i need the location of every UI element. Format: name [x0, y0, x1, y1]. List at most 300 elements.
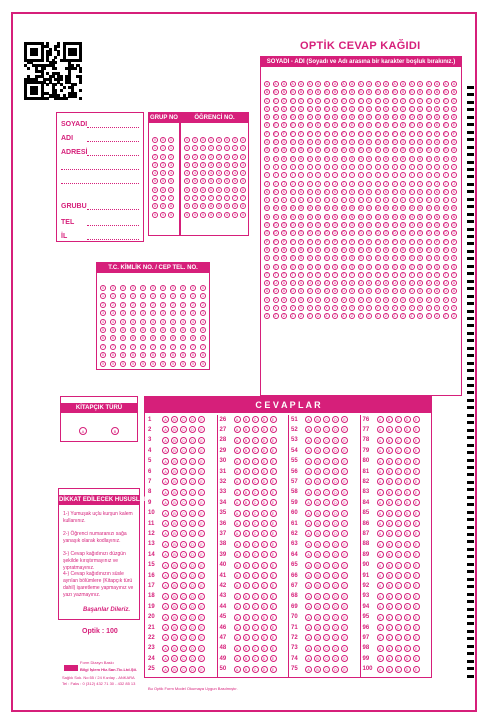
student-no-bubble[interactable]: 0: [200, 137, 206, 143]
name-letter-bubble[interactable]: H: [342, 156, 345, 161]
name-letter-bubble[interactable]: Ü: [265, 289, 269, 294]
answer-bubble[interactable]: B: [386, 562, 393, 569]
name-letter-bubble[interactable]: Ğ: [427, 148, 430, 153]
group-no-bubble[interactable]: 4: [152, 170, 158, 176]
group-no-bubble[interactable]: 1: [168, 145, 174, 151]
name-letter-bubble[interactable]: J: [290, 181, 296, 187]
answer-bubble[interactable]: A: [234, 458, 241, 465]
group-no-bubble[interactable]: 9: [152, 212, 158, 218]
answer-bubble[interactable]: E: [341, 624, 348, 631]
name-letter-bubble[interactable]: H: [435, 156, 439, 161]
name-letter-bubble[interactable]: J: [315, 181, 321, 187]
name-letter-bubble[interactable]: O: [299, 223, 303, 228]
name-letter-bubble[interactable]: Ğ: [333, 148, 337, 153]
name-letter-bubble[interactable]: I: [409, 164, 415, 170]
name-letter-bubble[interactable]: M: [350, 206, 354, 211]
name-letter-bubble[interactable]: N: [367, 214, 371, 219]
name-letter-bubble[interactable]: D: [342, 115, 345, 120]
name-letter-bubble[interactable]: N: [350, 214, 354, 219]
answer-bubble[interactable]: C: [252, 458, 259, 465]
answer-bubble[interactable]: A: [234, 478, 241, 485]
name-letter-bubble[interactable]: H: [384, 156, 388, 161]
name-letter-bubble[interactable]: P: [444, 239, 447, 244]
name-letter-bubble[interactable]: T: [350, 272, 354, 277]
student-no-bubble[interactable]: 9: [184, 212, 190, 218]
name-letter-bubble[interactable]: Ş: [410, 264, 413, 269]
name-letter-bubble[interactable]: N: [435, 214, 439, 219]
name-letter-bubble[interactable]: K: [410, 189, 413, 194]
name-letter-bubble[interactable]: U: [435, 281, 439, 286]
answer-bubble[interactable]: A: [305, 541, 312, 548]
name-letter-bubble[interactable]: P: [359, 239, 362, 244]
group-no-bubble[interactable]: 6: [152, 187, 158, 193]
name-letter-bubble[interactable]: Y: [325, 306, 328, 311]
answer-bubble[interactable]: C: [323, 645, 330, 652]
answer-bubble[interactable]: C: [252, 551, 259, 558]
name-letter-bubble[interactable]: M: [435, 206, 439, 211]
tc-no-bubble[interactable]: 1: [180, 293, 186, 299]
tc-no-bubble[interactable]: 5: [100, 327, 106, 333]
name-letter-bubble[interactable]: T: [444, 272, 447, 277]
tc-no-bubble[interactable]: 8: [140, 352, 146, 358]
name-letter-bubble[interactable]: T: [325, 272, 328, 277]
name-letter-bubble[interactable]: K: [308, 189, 311, 194]
answer-bubble[interactable]: A: [377, 447, 384, 454]
name-letter-bubble[interactable]: C: [401, 98, 405, 103]
answer-bubble[interactable]: E: [270, 489, 277, 496]
name-letter-bubble[interactable]: Ş: [367, 264, 371, 269]
answer-bubble[interactable]: B: [386, 416, 393, 423]
tc-no-bubble[interactable]: 8: [150, 352, 156, 358]
address-field-3[interactable]: [61, 183, 139, 184]
answer-bubble[interactable]: D: [332, 614, 339, 621]
name-letter-bubble[interactable]: İ: [409, 172, 415, 178]
tc-no-bubble[interactable]: 3: [120, 310, 126, 316]
name-letter-bubble[interactable]: Ö: [410, 231, 413, 236]
name-letter-bubble[interactable]: D: [401, 115, 405, 120]
name-letter-bubble[interactable]: İ: [434, 172, 440, 178]
answer-bubble[interactable]: D: [189, 593, 196, 600]
answer-bubble[interactable]: D: [404, 437, 411, 444]
tc-no-bubble[interactable]: 5: [190, 327, 196, 333]
tc-no-bubble[interactable]: 0: [120, 285, 126, 291]
name-letter-bubble[interactable]: J: [324, 181, 330, 187]
answer-bubble[interactable]: C: [180, 645, 187, 652]
name-letter-bubble[interactable]: P: [274, 239, 277, 244]
name-letter-bubble[interactable]: U: [342, 281, 345, 286]
name-letter-bubble[interactable]: Ş: [299, 264, 303, 269]
answer-bubble[interactable]: A: [377, 593, 384, 600]
group-no-bubble[interactable]: 5: [168, 178, 174, 184]
name-letter-bubble[interactable]: Ş: [452, 264, 456, 269]
name-letter-bubble[interactable]: E: [274, 123, 277, 128]
student-no-bubble[interactable]: 2: [216, 154, 222, 160]
answer-bubble[interactable]: D: [404, 655, 411, 662]
name-letter-bubble[interactable]: F: [410, 131, 413, 136]
name-letter-bubble[interactable]: R: [393, 247, 396, 252]
name-letter-bubble[interactable]: N: [410, 214, 413, 219]
name-letter-bubble[interactable]: Ğ: [418, 148, 422, 153]
name-letter-bubble[interactable]: M: [299, 206, 303, 211]
answer-bubble[interactable]: D: [261, 603, 268, 610]
student-no-bubble[interactable]: 5: [216, 178, 222, 184]
answer-bubble[interactable]: E: [198, 499, 205, 506]
answer-bubble[interactable]: B: [314, 458, 321, 465]
name-letter-bubble[interactable]: T: [435, 272, 439, 277]
name-letter-bubble[interactable]: E: [384, 123, 388, 128]
answer-bubble[interactable]: B: [243, 655, 250, 662]
answer-bubble[interactable]: B: [386, 458, 393, 465]
answer-bubble[interactable]: C: [323, 666, 330, 673]
name-letter-bubble[interactable]: Ş: [308, 264, 311, 269]
name-letter-bubble[interactable]: Ü: [316, 289, 320, 294]
tc-no-bubble[interactable]: 4: [160, 319, 166, 325]
name-letter-bubble[interactable]: Y: [282, 306, 286, 311]
name-letter-bubble[interactable]: R: [359, 247, 362, 252]
name-field[interactable]: [87, 141, 139, 142]
name-letter-bubble[interactable]: I: [332, 164, 338, 170]
answer-bubble[interactable]: C: [323, 655, 330, 662]
tc-no-bubble[interactable]: 2: [120, 302, 126, 308]
name-letter-bubble[interactable]: R: [291, 247, 294, 252]
tc-no-bubble[interactable]: 0: [160, 285, 166, 291]
answer-bubble[interactable]: E: [270, 541, 277, 548]
name-letter-bubble[interactable]: K: [274, 189, 277, 194]
name-letter-bubble[interactable]: K: [376, 189, 379, 194]
name-letter-bubble[interactable]: İ: [426, 172, 432, 178]
tc-no-bubble[interactable]: 8: [170, 352, 176, 358]
answer-bubble[interactable]: B: [243, 603, 250, 610]
name-letter-bubble[interactable]: P: [350, 239, 354, 244]
tc-no-bubble[interactable]: 4: [140, 319, 146, 325]
answer-bubble[interactable]: E: [413, 478, 420, 485]
answer-bubble[interactable]: D: [261, 447, 268, 454]
answer-bubble[interactable]: A: [377, 614, 384, 621]
name-letter-bubble[interactable]: R: [435, 247, 439, 252]
student-no-bubble[interactable]: 1: [200, 145, 206, 151]
answer-bubble[interactable]: E: [341, 614, 348, 621]
student-no-bubble[interactable]: 5: [232, 178, 238, 184]
answer-bubble[interactable]: E: [341, 593, 348, 600]
answer-bubble[interactable]: A: [305, 655, 312, 662]
answer-bubble[interactable]: A: [162, 447, 169, 454]
answer-bubble[interactable]: A: [162, 666, 169, 673]
answer-bubble[interactable]: C: [323, 478, 330, 485]
tc-no-bubble[interactable]: 2: [160, 302, 166, 308]
name-letter-bubble[interactable]: Ğ: [359, 148, 362, 153]
answer-bubble[interactable]: B: [243, 447, 250, 454]
name-letter-bubble[interactable]: Ü: [274, 289, 277, 294]
name-letter-bubble[interactable]: P: [410, 239, 413, 244]
answer-bubble[interactable]: C: [252, 447, 259, 454]
tc-no-bubble[interactable]: 3: [170, 310, 176, 316]
name-letter-bubble[interactable]: Ü: [308, 289, 311, 294]
name-letter-bubble[interactable]: L: [426, 197, 432, 203]
answer-bubble[interactable]: B: [314, 510, 321, 517]
name-letter-bubble[interactable]: S: [282, 256, 286, 261]
name-letter-bubble[interactable]: F: [350, 131, 354, 136]
name-letter-bubble[interactable]: Ö: [308, 231, 311, 236]
group-no-bubble[interactable]: 6: [168, 187, 174, 193]
answer-bubble[interactable]: B: [171, 530, 178, 537]
tc-no-bubble[interactable]: 2: [170, 302, 176, 308]
group-no-bubble[interactable]: 9: [160, 212, 166, 218]
tc-no-bubble[interactable]: 6: [140, 335, 146, 341]
booklet-option-b[interactable]: B: [111, 427, 119, 435]
answer-bubble[interactable]: B: [171, 603, 178, 610]
group-no-bubble[interactable]: 0: [160, 137, 166, 143]
answer-bubble[interactable]: D: [189, 478, 196, 485]
name-letter-bubble[interactable]: O: [308, 223, 311, 228]
answer-bubble[interactable]: E: [341, 541, 348, 548]
name-letter-bubble[interactable]: S: [308, 256, 311, 261]
student-no-bubble[interactable]: 6: [240, 187, 246, 193]
name-letter-bubble[interactable]: Ü: [418, 289, 422, 294]
name-letter-bubble[interactable]: E: [308, 123, 311, 128]
student-no-bubble[interactable]: 9: [208, 212, 214, 218]
answer-bubble[interactable]: A: [305, 458, 312, 465]
answer-bubble[interactable]: A: [234, 541, 241, 548]
tc-no-bubble[interactable]: 1: [160, 293, 166, 299]
student-no-bubble[interactable]: 0: [208, 137, 214, 143]
name-letter-bubble[interactable]: K: [393, 189, 396, 194]
name-letter-bubble[interactable]: M: [384, 206, 388, 211]
answer-bubble[interactable]: A: [377, 655, 384, 662]
name-letter-bubble[interactable]: Ğ: [350, 148, 354, 153]
name-letter-bubble[interactable]: N: [342, 214, 345, 219]
name-letter-bubble[interactable]: G: [410, 140, 413, 145]
answer-bubble[interactable]: A: [234, 655, 241, 662]
answer-bubble[interactable]: B: [386, 614, 393, 621]
name-letter-bubble[interactable]: İ: [307, 172, 313, 178]
name-letter-bubble[interactable]: S: [444, 256, 447, 261]
name-letter-bubble[interactable]: Y: [333, 306, 337, 311]
name-letter-bubble[interactable]: E: [350, 123, 354, 128]
name-letter-bubble[interactable]: H: [401, 156, 405, 161]
name-letter-bubble[interactable]: Y: [427, 306, 430, 311]
name-letter-bubble[interactable]: Ç: [393, 106, 396, 111]
name-letter-bubble[interactable]: R: [410, 247, 413, 252]
answer-bubble[interactable]: C: [252, 634, 259, 641]
name-letter-bubble[interactable]: K: [359, 189, 362, 194]
name-letter-bubble[interactable]: İ: [281, 172, 287, 178]
student-no-bubble[interactable]: 4: [208, 170, 214, 176]
answer-bubble[interactable]: B: [171, 437, 178, 444]
name-letter-bubble[interactable]: F: [367, 131, 371, 136]
tc-no-bubble[interactable]: 6: [200, 335, 206, 341]
name-letter-bubble[interactable]: F: [308, 131, 311, 136]
name-letter-bubble[interactable]: E: [316, 123, 320, 128]
name-letter-bubble[interactable]: O: [359, 223, 362, 228]
name-letter-bubble[interactable]: M: [376, 206, 379, 211]
name-letter-bubble[interactable]: I: [290, 164, 296, 170]
name-letter-bubble[interactable]: P: [325, 239, 328, 244]
name-letter-bubble[interactable]: M: [291, 206, 294, 211]
name-letter-bubble[interactable]: F: [342, 131, 345, 136]
name-letter-bubble[interactable]: J: [366, 181, 372, 187]
name-letter-bubble[interactable]: M: [401, 206, 405, 211]
answer-bubble[interactable]: A: [234, 666, 241, 673]
answer-bubble[interactable]: B: [243, 614, 250, 621]
answer-bubble[interactable]: E: [270, 551, 277, 558]
answer-bubble[interactable]: E: [198, 645, 205, 652]
answer-bubble[interactable]: D: [261, 593, 268, 600]
name-letter-bubble[interactable]: L: [400, 197, 406, 203]
answer-bubble[interactable]: D: [261, 530, 268, 537]
tc-no-bubble[interactable]: 7: [190, 344, 196, 350]
name-letter-bubble[interactable]: Ö: [367, 231, 371, 236]
answer-bubble[interactable]: C: [395, 437, 402, 444]
answer-bubble[interactable]: D: [332, 468, 339, 475]
answer-bubble[interactable]: A: [234, 593, 241, 600]
answer-bubble[interactable]: E: [198, 614, 205, 621]
answer-bubble[interactable]: C: [252, 510, 259, 517]
name-letter-bubble[interactable]: K: [265, 189, 269, 194]
name-letter-bubble[interactable]: Ö: [274, 231, 277, 236]
answer-bubble[interactable]: A: [234, 489, 241, 496]
answer-bubble[interactable]: E: [413, 593, 420, 600]
answer-bubble[interactable]: E: [270, 499, 277, 506]
city-field[interactable]: [87, 239, 139, 240]
name-letter-bubble[interactable]: F: [291, 131, 294, 136]
answer-bubble[interactable]: A: [377, 416, 384, 423]
answer-bubble[interactable]: D: [404, 499, 411, 506]
tc-no-bubble[interactable]: 2: [180, 302, 186, 308]
answer-bubble[interactable]: A: [162, 426, 169, 433]
name-letter-bubble[interactable]: F: [401, 131, 405, 136]
name-letter-bubble[interactable]: G: [316, 140, 320, 145]
group-no-bubble[interactable]: 6: [160, 187, 166, 193]
answer-bubble[interactable]: A: [377, 634, 384, 641]
name-letter-bubble[interactable]: Ğ: [274, 148, 277, 153]
answer-bubble[interactable]: B: [243, 541, 250, 548]
answer-bubble[interactable]: C: [252, 489, 259, 496]
answer-bubble[interactable]: C: [180, 489, 187, 496]
name-letter-bubble[interactable]: R: [308, 247, 311, 252]
answer-bubble[interactable]: B: [314, 447, 321, 454]
answer-bubble[interactable]: B: [171, 562, 178, 569]
name-letter-bubble[interactable]: O: [427, 223, 430, 228]
name-letter-bubble[interactable]: Ü: [444, 289, 447, 294]
answer-bubble[interactable]: C: [252, 603, 259, 610]
answer-bubble[interactable]: E: [341, 645, 348, 652]
answer-bubble[interactable]: B: [386, 437, 393, 444]
answer-bubble[interactable]: C: [252, 416, 259, 423]
answer-bubble[interactable]: E: [341, 499, 348, 506]
answer-bubble[interactable]: D: [332, 582, 339, 589]
answer-bubble[interactable]: E: [413, 520, 420, 527]
answer-bubble[interactable]: E: [198, 666, 205, 673]
answer-bubble[interactable]: A: [305, 478, 312, 485]
answer-bubble[interactable]: C: [180, 530, 187, 537]
group-no-bubble[interactable]: 3: [160, 162, 166, 168]
name-letter-bubble[interactable]: F: [265, 131, 269, 136]
answer-bubble[interactable]: A: [377, 562, 384, 569]
tc-no-bubble[interactable]: 1: [130, 293, 136, 299]
tc-no-bubble[interactable]: 0: [100, 285, 106, 291]
answer-bubble[interactable]: E: [413, 499, 420, 506]
name-letter-bubble[interactable]: R: [350, 247, 354, 252]
name-letter-bubble[interactable]: Ö: [333, 231, 337, 236]
answer-bubble[interactable]: A: [234, 562, 241, 569]
answer-bubble[interactable]: C: [395, 572, 402, 579]
answer-bubble[interactable]: A: [234, 426, 241, 433]
answer-bubble[interactable]: E: [413, 624, 420, 631]
answer-bubble[interactable]: D: [189, 655, 196, 662]
answer-bubble[interactable]: C: [323, 603, 330, 610]
name-letter-bubble[interactable]: N: [265, 214, 269, 219]
answer-bubble[interactable]: A: [234, 634, 241, 641]
name-letter-bubble[interactable]: S: [350, 256, 354, 261]
name-letter-bubble[interactable]: R: [418, 247, 422, 252]
answer-bubble[interactable]: C: [395, 603, 402, 610]
student-no-bubble[interactable]: 5: [224, 178, 230, 184]
tc-no-bubble[interactable]: 6: [120, 335, 126, 341]
name-letter-bubble[interactable]: Ü: [325, 289, 328, 294]
name-letter-bubble[interactable]: R: [427, 247, 430, 252]
answer-bubble[interactable]: C: [252, 666, 259, 673]
answer-bubble[interactable]: D: [404, 510, 411, 517]
answer-bubble[interactable]: A: [377, 530, 384, 537]
answer-bubble[interactable]: C: [180, 468, 187, 475]
answer-bubble[interactable]: B: [386, 530, 393, 537]
name-letter-bubble[interactable]: Ü: [359, 289, 362, 294]
name-letter-bubble[interactable]: Z: [393, 314, 396, 319]
answer-bubble[interactable]: C: [395, 510, 402, 517]
answer-bubble[interactable]: D: [189, 645, 196, 652]
name-letter-bubble[interactable]: U: [367, 281, 371, 286]
answer-bubble[interactable]: E: [198, 458, 205, 465]
answer-bubble[interactable]: E: [270, 437, 277, 444]
name-letter-bubble[interactable]: D: [393, 115, 396, 120]
name-letter-bubble[interactable]: M: [410, 206, 413, 211]
answer-bubble[interactable]: C: [180, 562, 187, 569]
answer-bubble[interactable]: A: [377, 499, 384, 506]
answer-bubble[interactable]: E: [341, 562, 348, 569]
name-letter-bubble[interactable]: Z: [376, 314, 379, 319]
name-letter-bubble[interactable]: Y: [367, 306, 371, 311]
name-letter-bubble[interactable]: E: [342, 123, 345, 128]
answer-bubble[interactable]: D: [404, 458, 411, 465]
name-letter-bubble[interactable]: R: [444, 247, 447, 252]
name-letter-bubble[interactable]: B: [316, 90, 320, 95]
name-letter-bubble[interactable]: J: [358, 181, 364, 187]
tc-no-bubble[interactable]: 1: [190, 293, 196, 299]
name-letter-bubble[interactable]: I: [392, 164, 398, 170]
student-no-bubble[interactable]: 0: [184, 137, 190, 143]
name-letter-bubble[interactable]: Ğ: [291, 148, 294, 153]
name-letter-bubble[interactable]: G: [265, 140, 269, 145]
student-no-bubble[interactable]: 0: [232, 137, 238, 143]
student-no-bubble[interactable]: 3: [200, 162, 206, 168]
answer-bubble[interactable]: B: [314, 655, 321, 662]
answer-bubble[interactable]: A: [305, 499, 312, 506]
answer-bubble[interactable]: D: [332, 572, 339, 579]
answer-bubble[interactable]: B: [171, 666, 178, 673]
answer-bubble[interactable]: B: [171, 468, 178, 475]
phone-field[interactable]: [87, 225, 139, 226]
name-letter-bubble[interactable]: U: [350, 281, 354, 286]
name-letter-bubble[interactable]: Ç: [333, 106, 337, 111]
name-letter-bubble[interactable]: N: [291, 214, 294, 219]
student-no-bubble[interactable]: 6: [224, 187, 230, 193]
name-letter-bubble[interactable]: Ğ: [367, 148, 371, 153]
name-letter-bubble[interactable]: V: [282, 297, 286, 302]
name-letter-bubble[interactable]: P: [316, 239, 320, 244]
answer-bubble[interactable]: D: [332, 458, 339, 465]
name-letter-bubble[interactable]: J: [400, 181, 406, 187]
answer-bubble[interactable]: A: [377, 478, 384, 485]
